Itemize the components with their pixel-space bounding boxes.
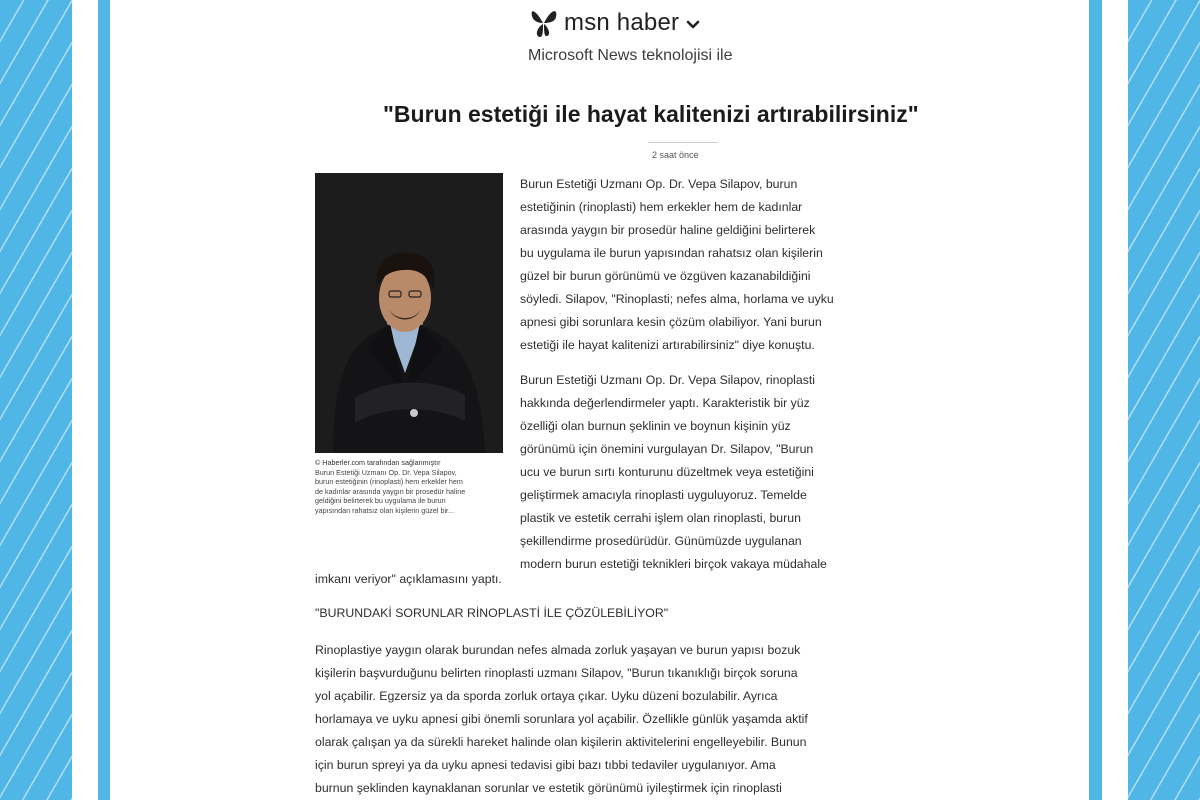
brand-menu[interactable]	[530, 6, 700, 40]
paragraph-line: burnun şeklinden kaynaklanan sorunlar ve estetik görünümü iyileştirmek için rinoplasti	[315, 781, 782, 795]
article-headline: "Burun estetiği ile hayat kalitenizi artırabilirsiniz"	[383, 101, 919, 127]
paragraph-line: estetiği ile hayat kalitenizi artırabilirsiniz" diye konuştu.	[520, 338, 815, 352]
article-paragraph-3	[315, 639, 808, 800]
decorative-stripes-right	[1128, 0, 1200, 800]
paragraph-line: ucu ve burun sırtı konturunu düzeltmek veya estetiğini	[520, 465, 814, 479]
paragraph-line: kişilerin başvurduğunu belirten rinoplasti uzmanı Silapov, "Burun tıkanıklığı birçok soruna	[315, 666, 798, 680]
paragraph-line: görünümü için önemini vurgulayan Dr. Silapov, "Burun	[520, 442, 814, 456]
paragraph-line: Burun Estetiği Uzmanı Op. Dr. Vepa Silapov, burun	[520, 177, 798, 191]
article-paragraph-2-end	[315, 568, 502, 591]
site-header	[0, 0, 1200, 80]
paragraph-line: Rinoplastiye yaygın olarak burundan nefes almada zorluk yaşayan ve burun yapısı bozuk	[315, 643, 801, 657]
paragraph-line: geliştirmek amacıyla rinoplasti uyguluyoruz. Temelde	[520, 488, 807, 502]
headline-divider	[648, 142, 718, 143]
paragraph-line: olarak çalışan ya da sürekli hareket halinde olan kişilerin aktivitelerini engelleyebilir. Bunun	[315, 735, 807, 749]
caption-line: Burun Estetiği Uzmanı Op. Dr. Vepa Silapov,	[315, 467, 457, 477]
photo-caption	[315, 458, 505, 516]
publish-time: 2 saat önce	[652, 150, 699, 160]
article-subheading	[315, 602, 668, 625]
paragraph-line: hakkında değerlendirmeler yaptı. Karakteristik bir yüz	[520, 396, 810, 410]
chevron-down-icon[interactable]	[686, 20, 700, 30]
paragraph-line: yol açabilir. Egzersiz ya da sporda zorluk ortaya çıkar. Uyku düzeni bozulabilir. Ayrıca	[315, 689, 778, 703]
caption-line: de kadınlar arasında yaygın bir prosedür haline	[315, 486, 466, 496]
paragraph-line: imkanı veriyor" açıklamasını yaptı.	[315, 572, 502, 586]
paragraph-line: plastik ve estetik cerrahi işlem olan rinoplasti, burun	[520, 511, 801, 525]
paragraph-line: estetiğinin (rinoplasti) hem erkekler hem de kadınlar	[520, 200, 803, 214]
paragraph-line: apnesi gibi sorunlara kesin çözüm olabiliyor. Yani burun	[520, 315, 822, 329]
subheading-text: "BURUNDAKİ SORUNLAR RİNOPLASTİ İLE ÇÖZÜLEBİLİYOR"	[315, 606, 669, 620]
caption-line: yapısından rahatsız olan kişilerin güzel bir...	[315, 505, 455, 515]
decorative-stripes-left	[0, 0, 72, 800]
paragraph-line: horlamaya ve uyku apnesi gibi önemli sorunlara yol açabilir. Özellikle günlük yaşamda aktif	[315, 712, 808, 726]
paragraph-line: modern burun estetiği teknikleri birçok vakaya müdahale	[520, 557, 827, 571]
caption-line: geldiğini belirterek bu uygulama ile burun	[315, 496, 446, 506]
frame-bar-left	[98, 0, 110, 800]
paragraph-line: güzel bir burun görünümü ve özgüven kazanabildiğini	[520, 269, 811, 283]
photo-source: © Haberler.com tarafından sağlanmıştır	[315, 458, 441, 467]
brand-name[interactable]: msn haber	[564, 9, 680, 36]
paragraph-line: arasında yaygın bir prosedür haline geldiğini belirterek	[520, 223, 816, 237]
paragraph-line: şekillendirme prosedürüdür. Günümüzde uygulanan	[520, 534, 802, 548]
brand-tagline: Microsoft News teknolojisi ile	[528, 47, 733, 64]
frame-bar-right	[1089, 0, 1102, 800]
caption-line: burun estetiğinin (rinoplasti) hem erkekler hem	[315, 477, 463, 487]
paragraph-line: bu uygulama ile burun yapısından rahatsız olan kişilerin	[520, 246, 823, 260]
paragraph-line: için burun spreyi ya da uyku apnesi tedavisi gibi bazı tıbbi tedaviler uygulanıyor. Ama	[315, 758, 776, 772]
paragraph-line: özelliği olan burnun şeklinin ve boynun kişinin yüz	[520, 419, 791, 433]
msn-butterfly-icon	[530, 6, 558, 40]
article-paragraph-1	[520, 173, 834, 357]
article-photo[interactable]	[315, 173, 503, 453]
paragraph-line: söyledi. Silapov, "Rinoplasti; nefes alma, horlama ve uyku	[520, 292, 834, 306]
portrait-image	[315, 173, 503, 453]
article-paragraph-2	[520, 369, 827, 576]
paragraph-line: Burun Estetiği Uzmanı Op. Dr. Vepa Silapov, rinoplasti	[520, 373, 816, 387]
